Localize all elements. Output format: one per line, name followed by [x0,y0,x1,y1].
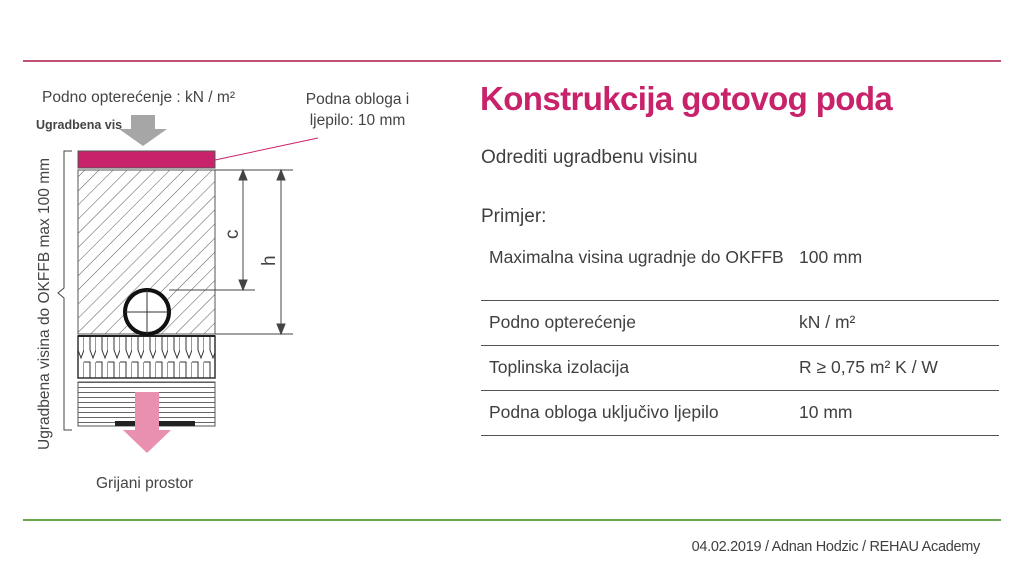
insulation-layer [78,336,215,378]
footer-text: 04.02.2019 / Adnan Hodzic / REHAU Academy [691,539,980,555]
row-value: 10 mm [799,391,999,436]
floor-load-label: Podno opterećenje : kN / m² [42,89,235,106]
slide-title: Konstrukcija gotovog poda [480,80,893,117]
installation-height-label: Ugradbena visina do OKFFB max 100 mm [36,157,53,450]
bottom-rule [23,519,1001,521]
table-row [481,301,999,346]
load-arrow [119,115,167,146]
height-brace [58,151,72,430]
installation-height-partial-label: Ugradbena vis [36,118,123,132]
slide-subtitle: Odrediti ugradbenu visinu [481,147,698,168]
heated-room-label: Grijani prostor [96,475,194,492]
row-label: Podna obloga uključivo ljepilo [481,391,799,436]
row-value: 100 mm [799,236,999,301]
floor-covering-layer [78,151,215,168]
row-value: kN / m² [799,301,999,346]
row-label: Toplinska izolacija [481,346,799,391]
row-value: R ≥ 0,75 m² K / W [799,346,999,391]
table-row [481,346,999,391]
floor-covering-label: Podna obloga i ljepilo: 10 mm [305,91,410,129]
table-row [481,391,999,436]
row-label: Podno opterećenje [481,301,799,346]
spec-table [481,236,999,436]
floor-construction-diagram [0,0,480,520]
dimension-c-label: c [222,229,243,239]
dimension-h-label: h [259,255,280,266]
covering-leader-line [215,138,318,160]
example-label: Primjer: [481,206,547,227]
row-label: Maximalna visina ugradnje do OKFFB [481,236,799,301]
table-row [481,236,999,301]
